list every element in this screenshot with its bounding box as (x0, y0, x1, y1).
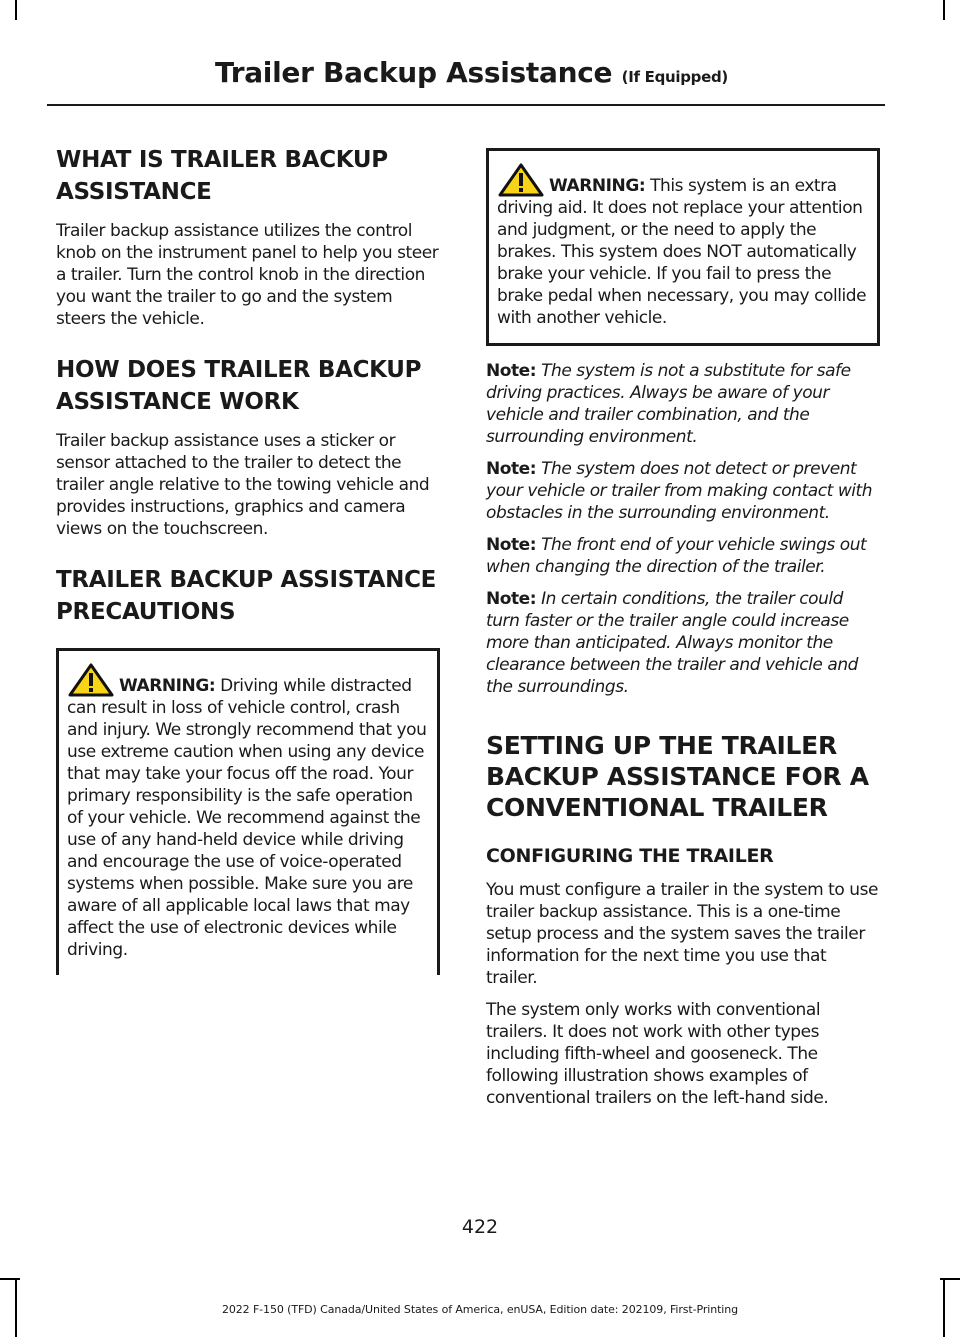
section-body-configuring-1: You must configure a trailer in the system to use trailer backup assistance. This is a one-time setup process and the system saves the trailer information for the next time you use that trailer. (486, 880, 879, 988)
left-column (56, 144, 440, 975)
section-body-how-does: Trailer backup assistance uses a sticker or sensor attached to the trailer to detect the trailer angle relative to the towing vehicle and provides instructions, graphics and camera views on the touchscreen. (56, 431, 430, 539)
note-label: Note: (486, 361, 537, 381)
note-label: Note: (486, 459, 537, 479)
warning-triangle-icon (67, 663, 115, 697)
note-label: Note: (486, 589, 537, 609)
section-heading-setting-up: SETTING UP THE TRAILER BACKUP ASSISTANCE FOR A CONVENTIONAL TRAILER (486, 731, 869, 822)
page-number: 422 (461, 1216, 499, 1238)
section-heading-how-does: HOW DOES TRAILER BACKUP ASSISTANCE WORK (56, 357, 422, 415)
page-header-title (215, 56, 728, 89)
note-text: The system is not a substitute for safe driving practices. Always be aware of your vehicle and trailer combination, and the surrounding environment. (486, 361, 851, 447)
warning-paragraph (497, 163, 871, 329)
warning-paragraph (67, 663, 431, 961)
warning-text: Driving while distracted can result in loss of vehicle control, crash and injury. We strongly recommend that you use extreme caution when using any device that may take your focus off the road. Your primary responsibility is the safe operation of your vehicle. We recommend against the use of any hand-held device while driving and encourage the use of voice-operated systems when possible. Make sure you are aware of all applicable local laws that may affect the use of electronic devices while driving. (67, 676, 427, 960)
header-subtitle: (If Equipped) (621, 68, 728, 86)
note-item (486, 534, 880, 578)
note-text: In certain conditions, the trailer could turn faster or the trailer angle could increase more than anticipated. Always monitor the clearance between the trailer and vehicle and the surroundings. (486, 589, 858, 697)
note-text: The front end of your vehicle swings out when changing the direction of the trailer. (486, 535, 867, 577)
section-body-what-is: Trailer backup assistance utilizes the control knob on the instrument panel to help you steer a trailer. Turn the control knob in the direction you want the trailer to go and the system steers the vehicle. (56, 221, 439, 329)
crop-mark (0, 1278, 20, 1280)
note-text: The system does not detect or prevent your vehicle or trailer from making contact with obstacles in the surrounding environment. (486, 459, 873, 523)
warning-label: WARNING: (119, 676, 216, 696)
header-title-text: Trailer Backup Assistance (214, 56, 613, 89)
crop-mark (943, 0, 945, 20)
subsection-heading-configuring: CONFIGURING THE TRAILER (486, 845, 774, 867)
note-label: Note: (486, 535, 537, 555)
note-item (486, 360, 880, 448)
warning-box-distraction (56, 648, 440, 975)
section-heading-precautions: TRAILER BACKUP ASSISTANCE PRECAUTIONS (56, 567, 437, 625)
right-column (486, 148, 880, 1119)
warning-box-driving-aid (486, 148, 880, 346)
warning-label: WARNING: (549, 176, 646, 196)
note-item (486, 588, 880, 698)
crop-mark (15, 0, 17, 20)
header-divider (47, 104, 885, 106)
note-item (486, 458, 880, 524)
page-footer: 2022 F-150 (TFD) Canada/United States of America, enUSA, Edition date: 202109, First-Printing (221, 1303, 739, 1316)
section-heading-what-is: WHAT IS TRAILER BACKUP ASSISTANCE (56, 147, 388, 205)
warning-text: This system is an extra driving aid. It does not replace your attention and judgment, or the need to apply the brakes. This system does NOT automatically brake your vehicle. If you fail to press the brake pedal when necessary, you may collide with another vehicle. (497, 176, 867, 328)
warning-triangle-icon (497, 163, 545, 197)
section-body-configuring-2: The system only works with conventional trailers. It does not work with other types including fifth-wheel and gooseneck. The following illustration shows examples of conventional trailers on the left-hand side. (486, 1000, 829, 1108)
